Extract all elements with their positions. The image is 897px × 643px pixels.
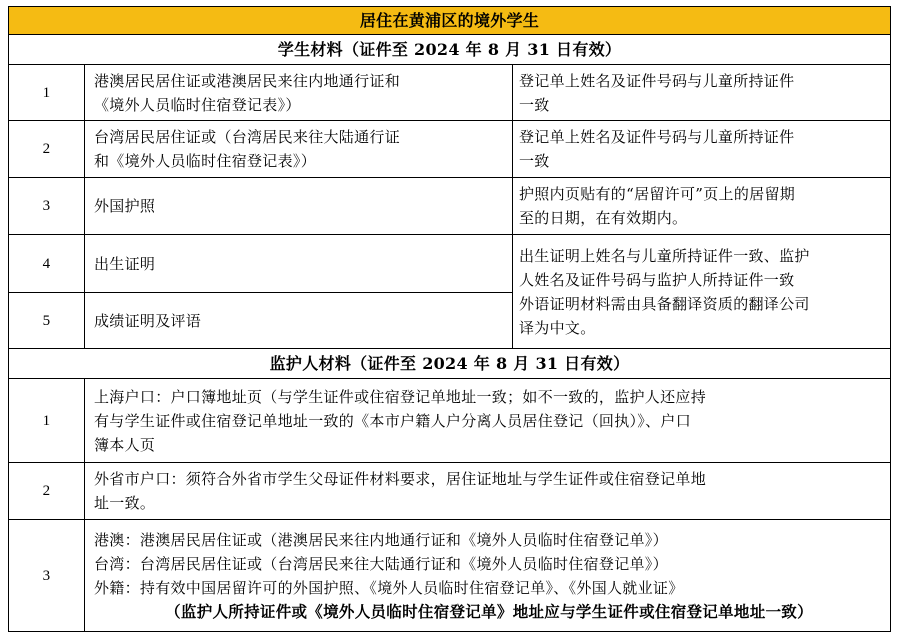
material-cell xyxy=(85,293,513,349)
guardian-line: 台湾：台湾居民居住证或（台湾居民来往大陆通行证和《境外人员临时住宿登记单》） xyxy=(94,554,668,573)
guardian-note: （监护人所持证件或《境外人员临时住宿登记单》地址应与学生证件或住宿登记单地址一致） xyxy=(165,601,813,621)
guardian-material-cell xyxy=(85,520,891,632)
guardian-line: 上海户口：户口簿地址页（与学生证件或住宿登记单地址一致；如不一致的，监护人还应持 xyxy=(94,387,707,406)
requirement-line: 外语证明材料需由具备翻译资质的翻译公司 xyxy=(519,294,810,313)
guardian-line: 有与学生证件或住宿登记单地址一致的《本市户籍人户分离人员居住登记（回执）》、户口 xyxy=(94,411,692,430)
table-row xyxy=(9,178,891,235)
table-title: 居住在黄浦区的境外学生 xyxy=(9,7,891,35)
shared-requirement-cell xyxy=(513,235,891,349)
material-cell xyxy=(85,235,513,293)
materials-table-wrapper xyxy=(8,6,890,632)
requirement-line: 护照内页贴有的“居留许可”页上的居留期 xyxy=(519,185,796,203)
requirement-line: 一致 xyxy=(519,152,550,170)
table-row xyxy=(9,520,891,632)
table-row xyxy=(9,65,891,121)
guardian-section-header: 监护人材料（证件至 2024 年 8 月 31 日有效） xyxy=(9,349,891,379)
guardian-material-cell xyxy=(85,379,891,463)
requirement-line: 人姓名及证件号码与监护人所持证件一致 xyxy=(519,270,795,289)
guardian-line: 址一致。 xyxy=(94,494,156,512)
requirement-cell xyxy=(513,178,891,235)
guardian-section-header-row xyxy=(9,349,891,379)
row-number: 2 xyxy=(9,121,85,178)
material-line: 港澳居民居住证或港澳居民来往内地通行证和 xyxy=(94,71,401,90)
table-row xyxy=(9,121,891,178)
guardian-line: 港澳：港澳居民居住证或（港澳居民来往内地通行证和《境外人员临时住宿登记单》） xyxy=(94,530,668,549)
table-row xyxy=(9,463,891,520)
guardian-line: 外籍：持有效中国居留许可的外国护照、《境外人员临时住宿登记单》、《外国人就业证》 xyxy=(94,578,684,597)
row-number: 3 xyxy=(9,178,85,235)
row-number: 1 xyxy=(9,65,85,121)
material-line: 台湾居民居住证或（台湾居民来往大陆通行证 xyxy=(94,128,401,146)
requirement-line: 登记单上姓名及证件号码与儿童所持证件 xyxy=(519,71,795,90)
material-cell xyxy=(85,65,513,121)
material-line: 和《境外人员临时住宿登记表》） xyxy=(94,152,317,170)
material-line: 外国护照 xyxy=(94,197,156,215)
row-number: 4 xyxy=(9,235,85,293)
material-cell xyxy=(85,178,513,235)
row-number: 2 xyxy=(9,463,85,520)
material-line: 成绩证明及评语 xyxy=(94,311,202,330)
material-line: 《境外人员临时住宿登记表》） xyxy=(94,95,301,114)
requirement-line: 译为中文。 xyxy=(519,318,596,337)
guardian-line: 簿本人页 xyxy=(94,435,156,454)
guardian-material-cell xyxy=(85,463,891,520)
student-section-header-row xyxy=(9,35,891,65)
row-number: 3 xyxy=(9,520,85,632)
material-line: 出生证明 xyxy=(94,254,156,273)
title-row xyxy=(9,7,891,35)
requirement-line: 登记单上姓名及证件号码与儿童所持证件 xyxy=(519,128,795,146)
requirement-line: 一致 xyxy=(519,95,550,114)
table-row xyxy=(9,235,891,293)
materials-table xyxy=(8,6,891,632)
requirement-line: 至的日期，在有效期内。 xyxy=(519,209,688,227)
student-section-header: 学生材料（证件至 2024 年 8 月 31 日有效） xyxy=(9,35,891,65)
row-number: 1 xyxy=(9,379,85,463)
guardian-line: 外省市户口：须符合外省市学生父母证件材料要求，居住证地址与学生证件或住宿登记单地 xyxy=(94,470,707,488)
requirement-cell xyxy=(513,121,891,178)
requirement-cell xyxy=(513,65,891,121)
requirement-line: 出生证明上姓名与儿童所持证件一致、监护 xyxy=(519,246,810,265)
material-cell xyxy=(85,121,513,178)
table-row xyxy=(9,379,891,463)
row-number: 5 xyxy=(9,293,85,349)
